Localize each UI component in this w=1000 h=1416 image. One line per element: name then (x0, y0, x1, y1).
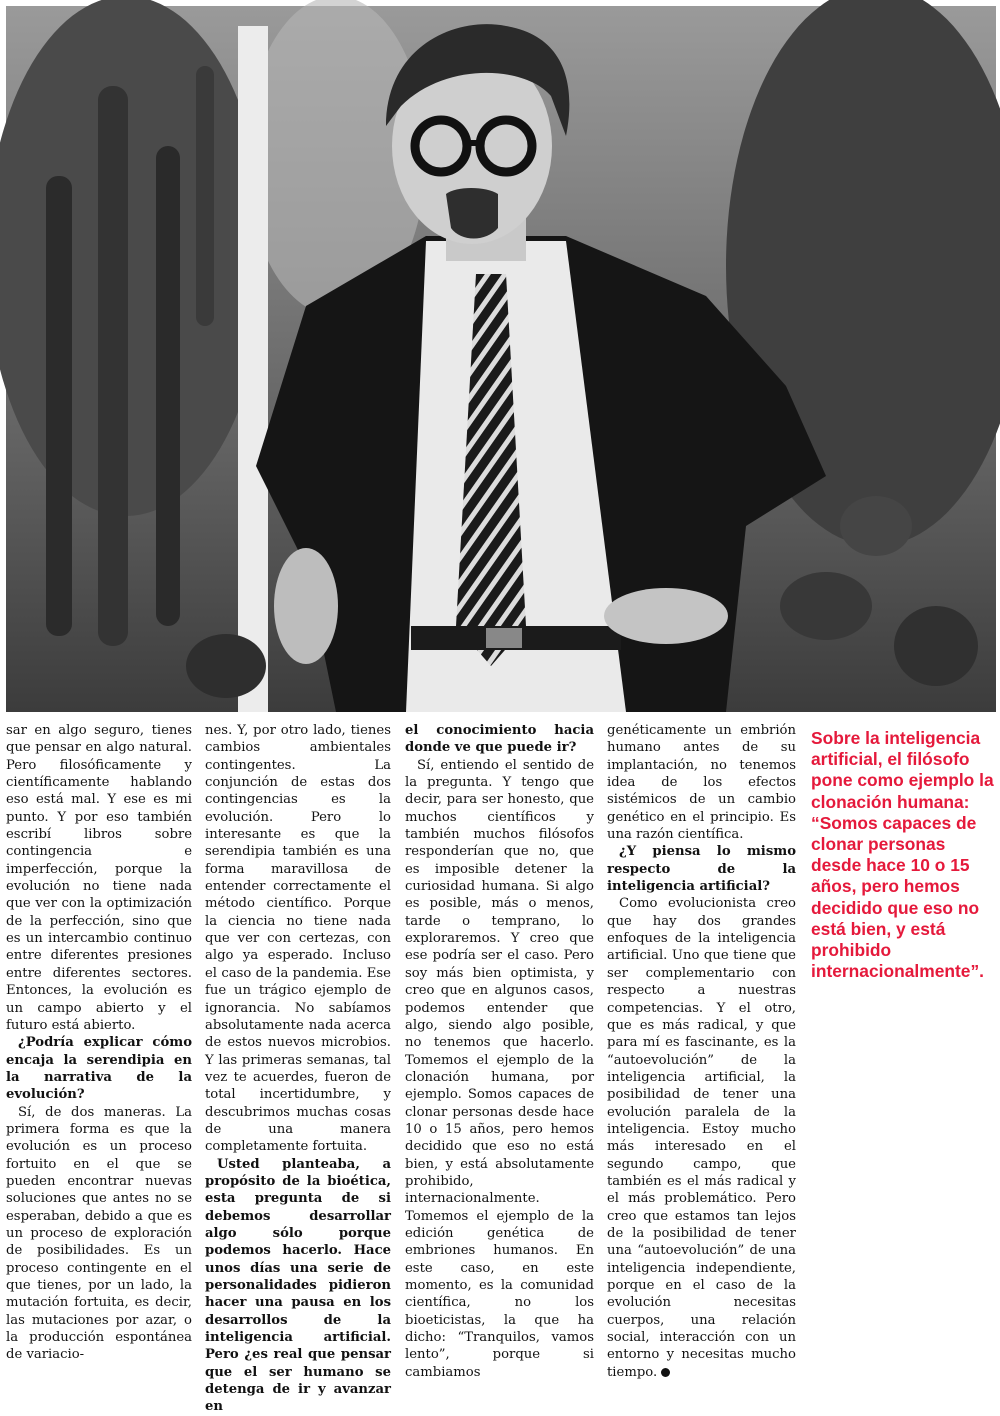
question: el conocimiento hacia donde ve que puede ir? (405, 723, 594, 756)
pull-quote: Sobre la inteligencia artificial, el filósofo pone como ejemplo la clonación humana: “Somos capaces de clonar personas desde hace 10 o 15 años, pero hemos decidido que eso no está bien, y está prohibido internacionalmente”. (811, 728, 994, 982)
paragraph: Sí, entiendo el sentido de la pregunta. Y tengo que decir, para ser honesto, que muchos científicos y también muchos filósofos responderían que no, que es imposible detener la curiosidad humana. Si algo es posible, más o menos, tarde o temprano, lo exploraremos. Y creo que ese podría ser el caso. Pero soy más bien optimista, y creo que en algunos casos, podemos entender que algo, siendo algo posible, no tenemos que hacerlo. Tomemos el ejemplo de la clonación humana, por ejemplo. Somos capaces de clonar personas desde hace 10 o 15 años, pero hemos decidido que eso no está bien, y está absolutamente prohibido, internacionalmente. Tomemos el ejemplo de la edición genética de embriones humanos. En este caso, en este momento, es la comunidad científica, no los bioeticistas, la que ha dicho: “Tranquilos, vamos lento”, porque si cambiamos (405, 757, 594, 1380)
article-column-1 (6, 722, 192, 1363)
question: ¿Y piensa lo mismo respecto de la inteligencia artificial? (607, 844, 796, 895)
question: ¿Podría explicar cómo encaja la serendipia en la narrativa de la evolución? (6, 1035, 192, 1103)
article-column-3 (405, 722, 594, 1380)
article-column-2 (205, 722, 391, 1415)
paragraph: genéticamente un embrión humano antes de su implantación, no tenemos idea de los efectos sistémicos de un cambio genético en el principio. Es una razón científica. (607, 723, 796, 843)
portrait-photo-icon (6, 6, 996, 712)
article-column-4 (607, 722, 796, 1380)
last-paragraph-text: Como evolucionista creo que hay dos grandes enfoques de la inteligencia artificial. Uno que tiene que ser complementario con respecto a nuestras competencias. Y el otro, que es más radical, y que para mí es fascinante, es la “autoevolución” de la inteligencia artificial, la posibilidad de tener una evolución paralela de la inteligencia. Estoy mucho más interesado en el segundo campo, que también es el más radical y el más problemático. Pero creo que estamos tan lejos de la posibilidad de tener una “autoevolución” de una inteligencia independiente, porque en el caso de la evolución necesitas cuerpos, una relación social, interacción con un entorno y necesitas mucho tiempo. (607, 896, 796, 1380)
paragraph (607, 895, 796, 1381)
paragraph: nes. Y, por otro lado, tienes cambios ambientales contingentes. La conjunción de estas dos contingencias es la evolución. Pero lo interesante es que la serendipia también es una forma maravillosa de entender correctamente el método científico. Porque la ciencia no tiene nada que ver con certezas, con algo ya esperado. Incluso el caso de la pandemia. Ese fue un trágico ejemplo de ignorancia. No sabíamos absolutamente nada acerca de estos nuevos microbios. Y las primeras semanas, tal vez te acuerdes, fueron de total incertidumbre, y descubrimos muchas cosas de una manera completamente fortuita. (205, 723, 391, 1155)
end-of-article-icon (661, 1368, 670, 1377)
paragraph: Sí, de dos maneras. La primera forma es que la evolución es un proceso fortuito en el que se pueden encontrar nuevas soluciones que antes no se esperaban, debido a que es un proceso de exploración de posibilidades. Es un proceso contingente en el que tienes, por un lado, la mutación fortuita, es decir, las mutaciones por azar, o la producción espontánea de variacio- (6, 1104, 192, 1363)
article-photo (6, 6, 996, 712)
paragraph: sar en algo seguro, tienes que pensar en algo natural. Pero filosóficamente y científicamente hablando eso está mal. Y ese es mi punto. Y por eso también escribí libros sobre contingencia e imperfección, porque la evolución no tiene nada que ver con la optimización de la perfección, sino que es un intercambio continuo entre diferentes presiones entre diferentes sectores. Entonces, la evolución es un campo abierto y el futuro está abierto. (6, 723, 192, 1033)
question: Usted planteaba, a propósito de la bioética, esta pregunta de si debemos desarrollar algo sólo porque podemos hacerlo. Hace unos días una serie de personalidades pidieron hacer una pausa en los desarrollos de la inteligencia artificial. Pero ¿es real que pensar que el ser humano se detenga de ir y avanzar en (205, 1156, 391, 1415)
